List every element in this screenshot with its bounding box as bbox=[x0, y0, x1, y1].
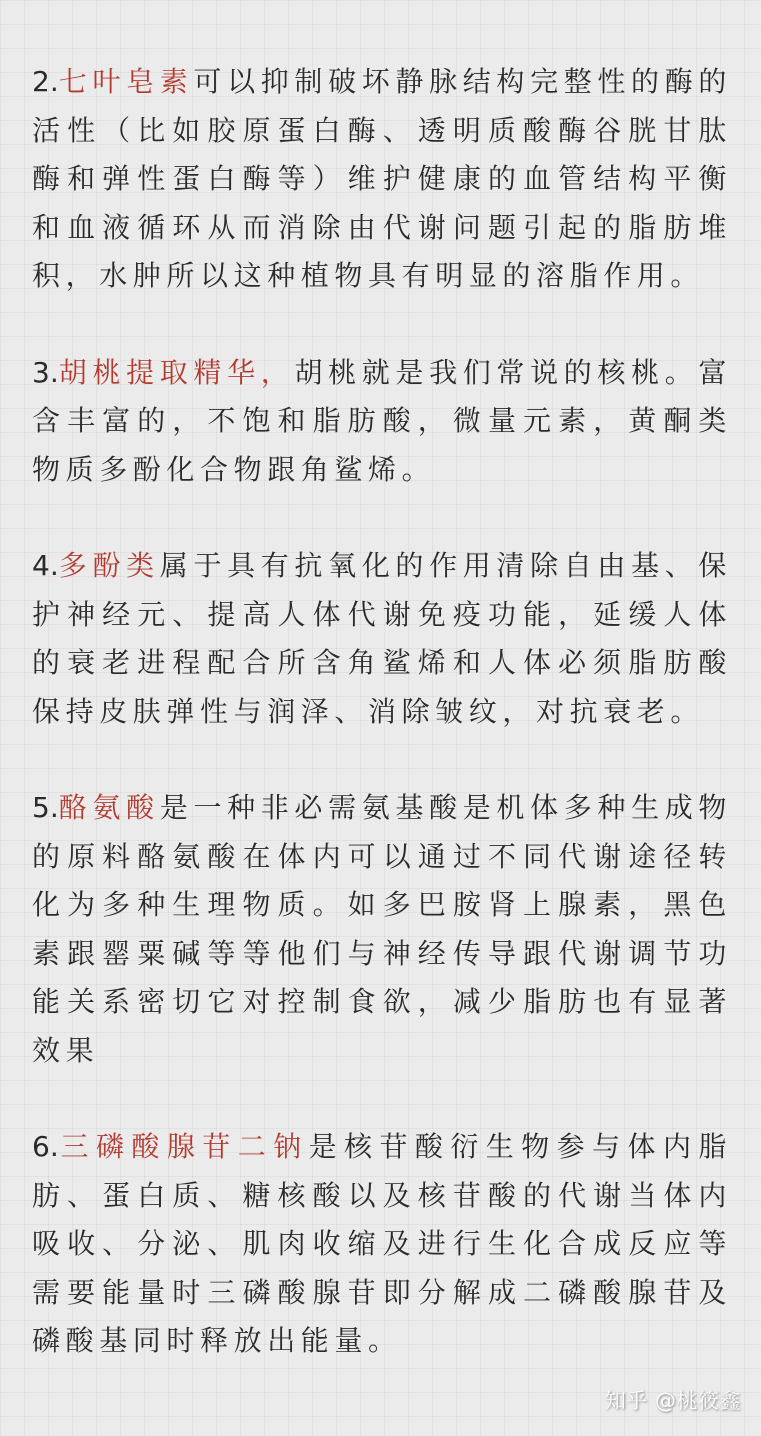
article-content bbox=[32, 30, 732, 1414]
section-number: 4. bbox=[32, 549, 59, 582]
section-keyword: 三磷酸腺苷二钠 bbox=[58, 1130, 309, 1163]
section-body: 是一种非必需氨基酸是机体多种生成物的原料酪氨酸在体内可以通过不同代谢途径转化为多种生理物质。如多巴胺肾上腺素，黑色素跟罂粟碱等等他们与神经传导跟代谢调节功能关系密切它对控制食欲，减少脂肪也有显著效果 bbox=[32, 791, 732, 1067]
zhihu-watermark: 知乎 @桃筱鑫 bbox=[604, 1389, 741, 1413]
section-body: 属于具有抗氧化的作用清除自由基、保护神经元、提高人体代谢免疫功能，延缓人体的衰老进程配合所含角鲨烯和人体必须脂肪酸保持皮肤弹性与润泽、消除皱纹，对抗衰老。 bbox=[32, 549, 732, 728]
section-keyword: 多酚类 bbox=[58, 549, 160, 582]
section-number: 2. bbox=[32, 65, 59, 98]
section-body: 胡桃就是我们常说的核桃。富含丰富的，不饱和脂肪酸，微量元素，黄酮类物质多酚化合物跟角鲨烯。 bbox=[32, 355, 732, 486]
section-number: 5. bbox=[32, 791, 59, 824]
section-polyphenols bbox=[32, 542, 732, 736]
section-saponin bbox=[32, 58, 732, 301]
section-keyword: 酪氨酸 bbox=[58, 791, 160, 824]
section-keyword: 胡桃提取精华， bbox=[58, 355, 295, 389]
section-body: 可以抑制破坏静脉结构完整性的酶的活性（比如胶原蛋白酶、透明质酸酶谷胱甘肽酶和弹性蛋白酶等）维护健康的血管结构平衡和血液循环从而消除由代谢问题引起的脂肪堆积，水肿所以这种植物具有明显的溶脂作用。 bbox=[32, 65, 732, 292]
section-keyword: 七叶皂素 bbox=[58, 65, 194, 98]
section-body: 是核苷酸衍生物参与体内脂肪、蛋白质、糖核酸以及核苷酸的代谢当体内吸收、分泌、肌肉收缩及进行生化合成反应等需要能量时三磷酸腺苷即分解成二磷酸腺苷及磷酸基同时释放出能量。 bbox=[32, 1130, 733, 1357]
section-walnut bbox=[32, 349, 732, 495]
section-number: 3. bbox=[32, 355, 59, 389]
section-tyrosine bbox=[32, 784, 732, 1075]
section-number: 6. bbox=[32, 1130, 59, 1163]
section-atp bbox=[32, 1123, 732, 1366]
